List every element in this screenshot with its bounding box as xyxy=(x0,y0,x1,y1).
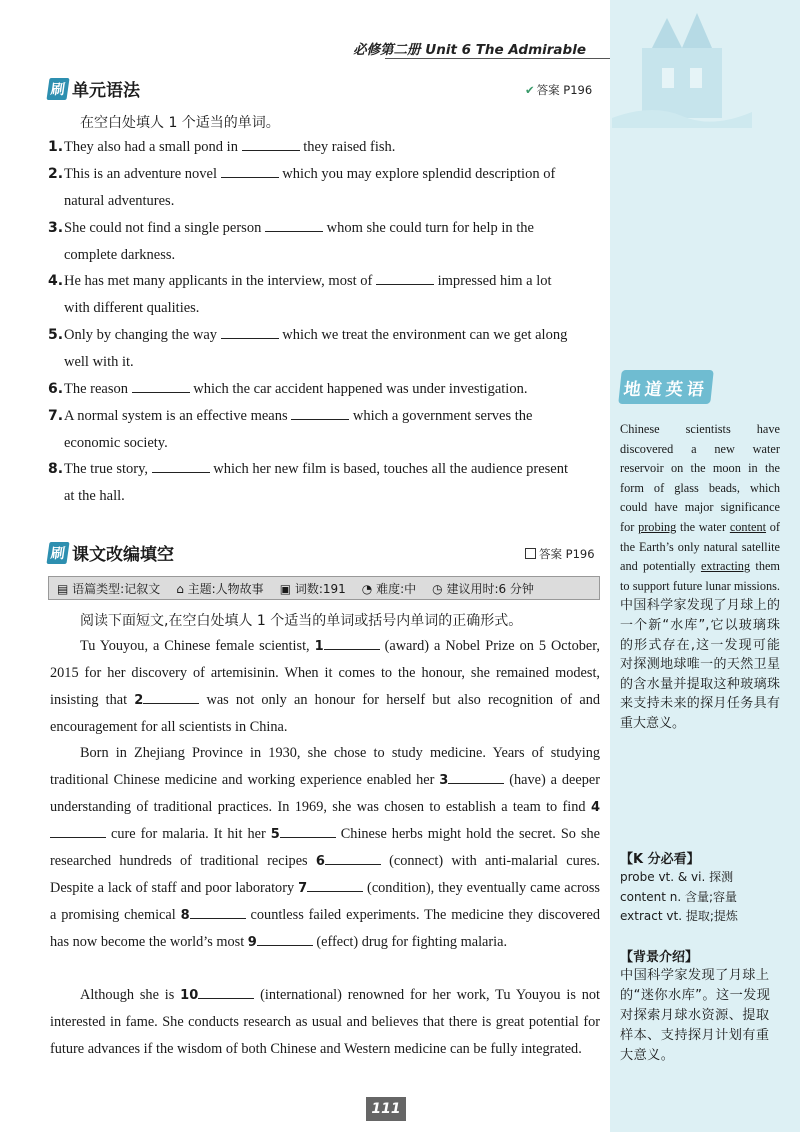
answer-blank[interactable] xyxy=(221,325,279,339)
brush-icon: 刷 xyxy=(46,78,69,100)
grammar-item-4: 4.He has met many applicants in the interview, most of impressed him a lot with different qualities. xyxy=(48,273,552,316)
keyword-content: content xyxy=(729,519,767,534)
grammar-item-1: 1.They also had a small pond in they raised fish. xyxy=(48,139,396,155)
cloze-blank-10[interactable] xyxy=(198,985,254,999)
grammar-item-5: 5.Only by changing the way which we treat the environment can we get along well with it. xyxy=(48,327,568,370)
difficulty: ◔ 难度:中 xyxy=(361,581,417,596)
passage-theme: ⌂ 主题:人物故事 xyxy=(176,581,264,596)
background-text: 中国科学家发现了月球上的“迷你水库”。这一发现对探索月球水资源、提取样本、支持探月计划有重大意义。 xyxy=(620,968,771,1063)
grammar-item-8: 8.The true story, which her new film is based, touches all the audience present at the hall. xyxy=(48,461,569,504)
background-title: 【背景介绍】 xyxy=(620,950,699,965)
keyword-extracting: extracting xyxy=(700,559,751,574)
page-number: 111 xyxy=(366,1097,406,1121)
sidebar-english-text: Chinese scientists have discovered a new water reservoir on the moon in the form of glass beads, which could have major significance for probing the water content of the Earth’s only natural satellite and potentially extracting them to support future lunar missions.中国科学家发现了月球上的一个新“水库”,它以玻璃珠的形式存在,这一发现可能对探测地球唯一的天然卫星的含水量并提取这种玻璃珠来支持未来的探月任务具有重大意义。 xyxy=(620,422,780,731)
passage-info-bar xyxy=(48,576,600,600)
section-grammar-title: 刷 单元语法 xyxy=(48,76,140,101)
castle-illustration xyxy=(612,8,752,128)
answer-blank[interactable] xyxy=(376,271,434,285)
suggested-time: ◷ 建议用时:6 分钟 xyxy=(432,581,534,596)
grammar-item-2: 2.This is an adventure novel which you may explore splendid description of natural adventures. xyxy=(48,166,556,209)
cloze-blank-1[interactable] xyxy=(324,636,380,650)
cloze-blank-5[interactable] xyxy=(280,824,336,838)
cloze-blank-7[interactable] xyxy=(307,878,363,892)
brush-icon: 刷 xyxy=(46,542,69,564)
vocab-title: 【K 分必看】 xyxy=(620,852,700,867)
cloze-blank-6[interactable] xyxy=(325,851,381,865)
grammar-item-3: 3.She could not find a single person whom she could turn for help in the complete darkness. xyxy=(48,220,534,263)
header-rule xyxy=(385,58,610,59)
vocab-list: probe vt. & vi. 探测 content n. 含量;容量 extract vt. 提取;提炼 xyxy=(620,870,738,923)
passage-paragraph-2: Born in Zhejiang Province in 1930, she chose to study medicine. Years of studying traditional Chinese medicine and working experience enabled her 3 (have) a deeper understanding of traditional practices. In 1969, she was chosen to establish a team to find 4 cure for malaria. It hit her 5 Chinese herbs might hold the secret. So she researched hundreds of traditional recipes 6 (connect) with anti-malarial cures. Despite a lack of staff and poor laboratory 7 (condition), they eventually came across a promising chemical 8 countless failed experiments. The medicine they discovered has now become the world’s most 9 (effect) drug for fighting malaria. xyxy=(50,745,601,950)
grammar-item-6: 6.The reason which the car accident happened was under investigation. xyxy=(48,381,528,397)
passage-paragraph-3: Although she is 10 (international) renowned for her work, Tu Youyou is not interested in fame. She conducts research as usual and believes that there is great potential for future advances if the wisdom of both Chinese and Western medicine can be fully integrated. xyxy=(50,987,600,1057)
running-header: 必修第二册 Unit 6 The Admirable xyxy=(353,42,586,58)
authentic-english-badge: 地道英语 xyxy=(618,370,714,404)
check-icon: ✔ xyxy=(525,83,535,97)
grammar-item-7: 7.A normal system is an effective means which a government serves the economic society. xyxy=(48,408,533,451)
answer-blank[interactable] xyxy=(291,406,349,420)
answer-blank[interactable] xyxy=(265,218,323,232)
answer-blank[interactable] xyxy=(242,137,300,151)
cloze-blank-2[interactable] xyxy=(143,690,199,704)
answer-blank[interactable] xyxy=(132,379,190,393)
answer-ref-1: ✔ 答案 P196 xyxy=(525,83,593,97)
keyword-probing: probing xyxy=(638,519,677,534)
grammar-instruction: 在空白处填人 1 个适当的单词。 xyxy=(80,115,280,131)
word-count: ▣ 词数:191 xyxy=(279,581,346,596)
answer-blank[interactable] xyxy=(221,164,279,178)
cloze-blank-8[interactable] xyxy=(190,905,246,919)
answer-ref-2: 答案 P196 xyxy=(525,546,595,562)
cloze-blank-3[interactable] xyxy=(448,770,504,784)
answer-blank[interactable] xyxy=(152,459,210,473)
cloze-instruction: 阅读下面短文,在空白处填人 1 个适当的单词或括号内单词的正确形式。 xyxy=(80,613,523,629)
cloze-blank-9[interactable] xyxy=(257,932,313,946)
passage-paragraph-1: Tu Youyou, a Chinese female scientist, 1 (award) a Nobel Prize on 5 October, 2015 for her discovery of artemisinin. When it comes to the honour, she remained modest, insisting that 2 was not only an honour for herself but also recognition of and encouragement for all scientists in China. xyxy=(50,638,601,735)
section-cloze-title: 刷 课文改编填空 xyxy=(48,540,174,565)
cloze-blank-4[interactable] xyxy=(50,824,106,838)
checkbox-icon xyxy=(525,548,536,559)
passage-type: ▤ 语篇类型:记叙文 xyxy=(57,581,161,596)
